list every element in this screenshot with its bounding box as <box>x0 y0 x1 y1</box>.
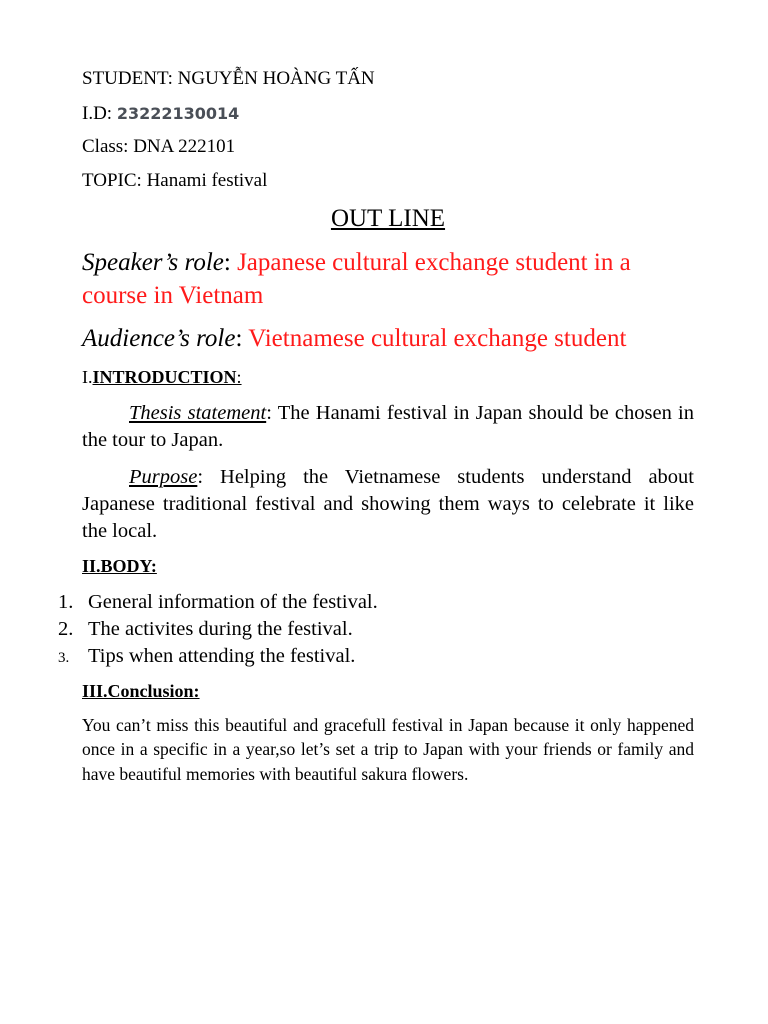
conclusion-paragraph: You can’t miss this beautiful and gracefull festival in Japan because it only happened once in a specific in a year,so let’s set a trip to Japan with your friends or family and have beautiful memories with beautiful sakura flowers. <box>82 715 694 784</box>
purpose-text: : Helping the Vietnamese students understand about Japanese traditional festival and showing them ways to celebrate it like the local. <box>82 466 694 542</box>
student-id-line <box>82 103 239 125</box>
intro-heading-text: INTRODUCTION <box>92 367 237 387</box>
speaker-role-sep: : <box>223 249 238 276</box>
speaker-role-value-2: course in Vietnam <box>82 282 264 309</box>
body-list <box>58 589 378 672</box>
list-item-number: 1. <box>58 591 74 613</box>
id-value: 23222130014 <box>116 104 240 123</box>
introduction-heading <box>82 367 242 388</box>
thesis-statement <box>82 400 694 454</box>
speaker-role-label: Speaker’s role <box>82 249 224 276</box>
audience-role-line <box>82 325 626 353</box>
id-label: I.D: <box>82 103 117 124</box>
list-item <box>58 643 378 672</box>
list-item-number: 3. <box>58 650 70 666</box>
student-name: STUDENT: NGUYỄN HOÀNG TẤN <box>82 68 375 89</box>
class-line: Class: DNA 222101 <box>82 136 236 157</box>
topic-line: TOPIC: Hanami festival <box>82 170 268 191</box>
list-item-text: Tips when attending the festival. <box>88 645 356 667</box>
purpose-label: Purpose <box>129 466 198 488</box>
speaker-role-value-1: Japanese cultural exchange student in a <box>237 249 631 276</box>
conclusion-heading <box>82 681 200 702</box>
intro-colon: : <box>236 367 242 387</box>
list-item <box>58 616 378 643</box>
speaker-role-line1 <box>82 249 631 277</box>
list-item-text: The activites during the festival. <box>88 618 353 640</box>
audience-role-sep: : <box>235 325 249 352</box>
thesis-text: : The Hanami festival in Japan should be chosen in the tour to Japan. <box>82 402 695 451</box>
conclusion-heading-text: III.Conclusion: <box>82 681 200 701</box>
body-heading <box>82 556 157 577</box>
list-item <box>58 589 378 616</box>
list-item-number: 2. <box>58 618 74 640</box>
audience-role-label: Audience’s role <box>82 325 236 352</box>
intro-prefix: I. <box>82 367 93 387</box>
audience-role-value: Vietnamese cultural exchange student <box>248 325 627 352</box>
outline-title: OUT LINE <box>330 205 446 232</box>
thesis-label: Thesis statement <box>129 402 267 424</box>
purpose-statement <box>82 464 694 545</box>
list-item-text: General information of the festival. <box>88 591 378 613</box>
body-heading-text: II.BODY: <box>82 556 157 576</box>
